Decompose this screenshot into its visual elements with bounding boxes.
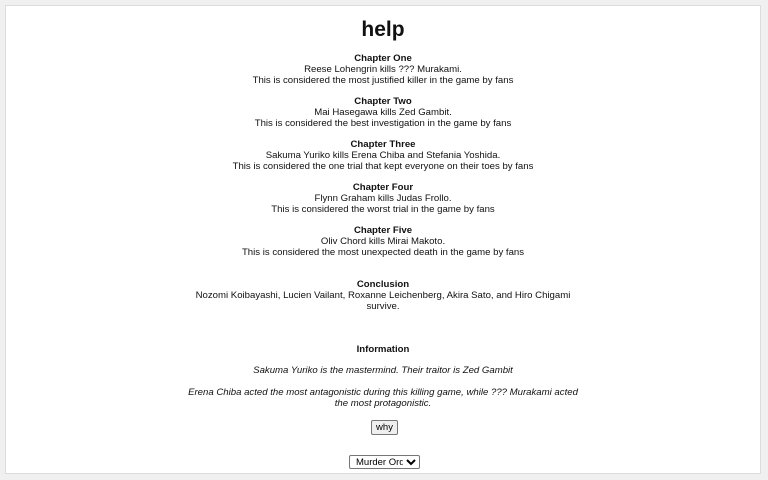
chapter-three-section	[6, 139, 760, 172]
chapter-killer-text: Mai Hasegawa kills Zed Gambit.	[314, 107, 452, 118]
chapter-fan-opinion-text: This is considered the most unexpected death in the game by fans	[241, 247, 525, 258]
chapter-fan-opinion-text: This is considered the one trial that kept everyone on their toes by fans	[232, 161, 534, 172]
antagonist-protagonist-text: Erena Chiba acted the most antagonistic during this killing game, while ??? Murakami acted the most protagonistic.	[188, 387, 578, 409]
chapter-fan-opinion-text: This is considered the most justified killer in the game by fans	[252, 75, 514, 86]
chapter-killer-text: Sakuma Yuriko kills Erena Chiba and Stefania Yoshida.	[265, 150, 501, 161]
mastermind-text: Sakuma Yuriko is the mastermind. Their traitor is Zed Gambit	[253, 365, 513, 376]
order-select[interactable]	[349, 455, 420, 469]
chapter-five-section	[6, 225, 760, 258]
chapter-one-section	[6, 53, 760, 86]
information-heading: Information	[356, 344, 410, 355]
chapter-heading: Chapter One	[354, 53, 412, 64]
chapter-killer-text: Oliv Chord kills Mirai Makoto.	[320, 236, 446, 247]
chapter-heading: Chapter Two	[354, 96, 412, 107]
chapter-heading: Chapter Four	[352, 182, 414, 193]
chapter-two-section	[6, 96, 760, 129]
antagonist-text-block	[6, 387, 760, 409]
chapter-fan-opinion-text: This is considered the worst trial in the game by fans	[271, 204, 495, 215]
information-section	[6, 344, 760, 355]
chapter-killer-text: Flynn Graham kills Judas Frollo.	[314, 193, 452, 204]
mastermind-text-block	[6, 365, 760, 376]
help-page	[5, 5, 761, 474]
chapter-heading: Chapter Five	[353, 225, 413, 236]
conclusion-section	[6, 279, 760, 312]
page-title: help	[361, 18, 405, 41]
chapter-four-section	[6, 182, 760, 215]
chapter-killer-text: Reese Lohengrin kills ??? Murakami.	[304, 64, 462, 75]
chapter-heading: Chapter Three	[350, 139, 416, 150]
chapter-fan-opinion-text: This is considered the best investigation in the game by fans	[254, 118, 512, 129]
conclusion-heading: Conclusion	[356, 279, 410, 290]
survivors-text: Nozomi Koibayashi, Lucien Vailant, Roxanne Leichenberg, Akira Sato, and Hiro Chigami survive.	[195, 290, 571, 312]
why-button[interactable]: why	[371, 420, 398, 435]
